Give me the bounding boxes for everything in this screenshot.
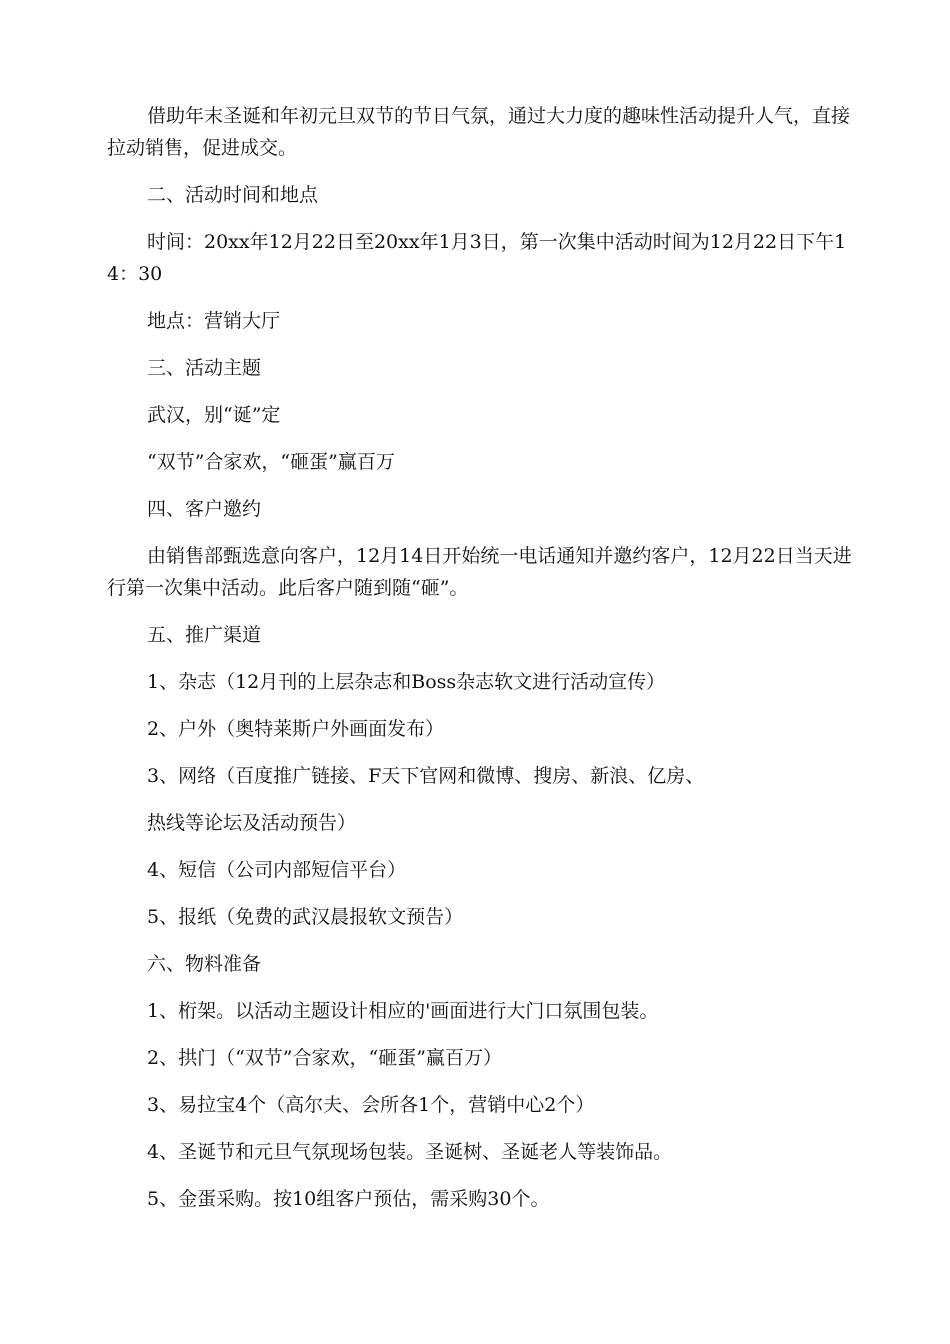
place-paragraph: 地点：营销大厅 [147, 310, 281, 332]
time-paragraph: 时间：20xx年12月22日至20xx年1月3日，第一次集中活动时间为12月22日下午14：30 [107, 231, 847, 285]
material-item-decoration: 4、圣诞节和元旦气氛现场包装。圣诞树、圣诞老人等装饰品。 [147, 1141, 673, 1163]
channel-item-network-cont: 热线等论坛及活动预告） [147, 812, 357, 834]
channel-item-newspaper: 5、报纸（免费的武汉晨报软文预告） [147, 906, 464, 928]
channel-item-outdoor: 2、户外（奥特莱斯户外画面发布） [147, 718, 445, 740]
section-heading-channels: 五、推广渠道 [147, 624, 262, 646]
material-item-arch: 2、拱门（“双节”合家欢，“砸蛋”赢百万） [147, 1047, 502, 1069]
intro-paragraph: 借助年末圣诞和年初元旦双节的节日气氛，通过大力度的趣味性活动提升人气，直接拉动销售，促进成交。 [107, 105, 851, 159]
theme-line-2: “双节”合家欢，“砸蛋”赢百万 [147, 451, 395, 473]
section-heading-theme: 三、活动主题 [147, 357, 262, 379]
section-heading-materials: 六、物料准备 [147, 953, 262, 975]
invite-paragraph: 由销售部甄选意向客户，12月14日开始统一电话通知并邀约客户，12月22日当天进行第一次集中活动。此后客户随到随“砸”。 [107, 545, 852, 599]
channel-item-magazine: 1、杂志（12月刊的上层杂志和Boss杂志软文进行活动宣传） [147, 671, 666, 693]
theme-line-1: 武汉，别“诞”定 [147, 404, 281, 426]
material-item-truss: 1、桁架。以活动主题设计相应的'画面进行大门口氛围包装。 [147, 1000, 659, 1022]
document-body [107, 100, 857, 1230]
channel-item-network: 3、网络（百度推广链接、F天下官网和微博、搜房、新浪、亿房、 [147, 765, 705, 787]
section-heading-time-place: 二、活动时间和地点 [147, 184, 319, 206]
section-heading-invite: 四、客户邀约 [147, 498, 262, 520]
channel-item-sms: 4、短信（公司内部短信平台） [147, 859, 407, 881]
material-item-rollup: 3、易拉宝4个（高尔夫、会所各1个，营销中心2个） [147, 1094, 595, 1116]
material-item-golden-eggs: 5、金蛋采购。按10组客户预估，需采购30个。 [147, 1188, 550, 1210]
